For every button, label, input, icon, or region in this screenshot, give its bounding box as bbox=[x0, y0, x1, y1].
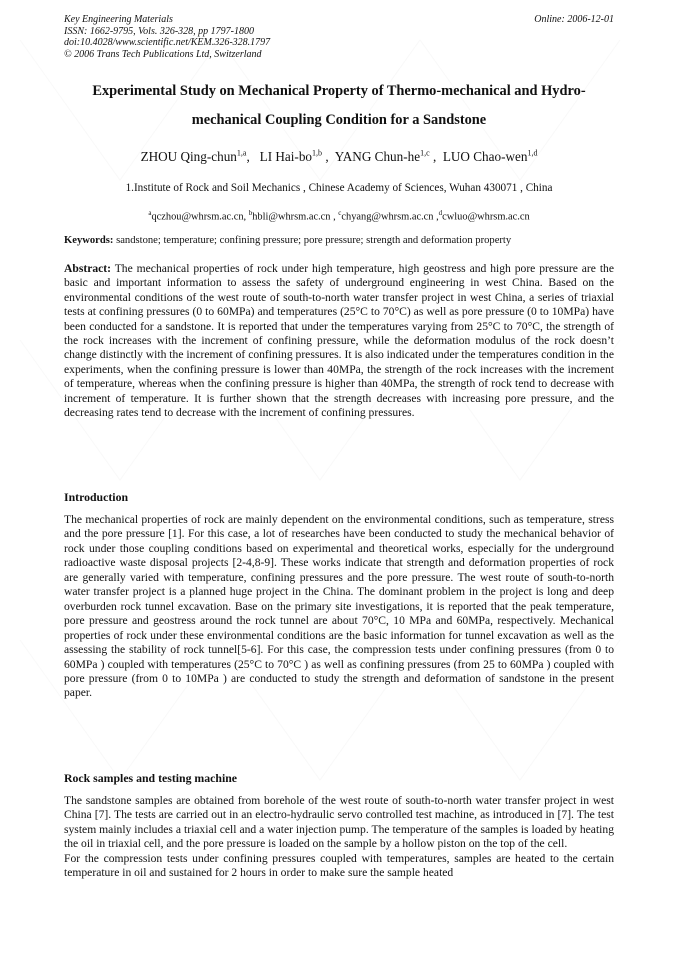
paper-title bbox=[60, 77, 618, 135]
abstract bbox=[64, 262, 614, 420]
journal-copyright: © 2006 Trans Tech Publications Ltd, Switzerland bbox=[64, 48, 262, 60]
section-heading-introduction: Introduction bbox=[64, 490, 129, 504]
email-list: $^a$qczhou@whrsm.ac.cn, $^b$hbli@whrsm.ac.cn , $^c$chyang@whrsm.ac.cn ,$^d$cwluo@whrsm.ac.cn bbox=[148, 209, 530, 223]
title-line-1: Experimental Study on Mechanical Property of Thermo-mechanical and Hydro- bbox=[92, 83, 586, 99]
keywords bbox=[64, 234, 614, 248]
affiliation: 1.Institute of Rock and Soil Mechanics , Chinese Academy of Sciences, Wuhan 430071 , China bbox=[125, 182, 553, 194]
online-date: Online: 2006-12-01 bbox=[534, 14, 614, 25]
journal-name: Key Engineering Materials bbox=[64, 14, 173, 25]
email-address[interactable]: hbli@whrsm.ac.cn , bbox=[252, 211, 339, 223]
section-heading-samples: Rock samples and testing machine bbox=[64, 771, 238, 785]
email-address[interactable]: chyang@whrsm.ac.cn , bbox=[341, 211, 439, 223]
journal-issn: ISSN: 1662-9795, Vols. 326-328, pp 1797-1800 bbox=[64, 25, 254, 37]
paragraph: For the compression tests under confining pressures coupled with temperatures, samples are heated to the certain temperature in oil and sustained for 2 hours in order to make sure the sample heated bbox=[64, 851, 614, 880]
introduction-body bbox=[64, 513, 614, 701]
abstract-label: Abstract: bbox=[64, 262, 112, 275]
keywords-label: Keywords: bbox=[64, 235, 114, 246]
journal-doi[interactable]: doi:10.4028/www.scientific.net/KEM.326-328.1797 bbox=[64, 37, 271, 48]
keywords-text: sandstone; temperature; confining pressure; pore pressure; strength and deformation property bbox=[113, 235, 512, 246]
paragraph: The mechanical properties of rock are mainly dependent on the environmental conditions, such as temperature, stress and the pore pressure [1]. For this case, a lot of researches have been conducted to study the mechanical behavior of rock under those coupling conditions based on experimental and theoretical works, especially for the underground radioactive waste disposal projects [2-4,8-9]. These works indicate that strength and deformation properties of rock are generally varied with temperature, confining pressures and the pore pressure. The west route of south-to-north water transfer project is a planned huge project in the China. The dominant problem in the project is long and deep overburden rock tunnel excavation. Base on the primary site investigations, it is reported that the peak temperature, pore pressure and geostress around the rock tunnel are about 70°C, 10 MPa and 60MPa, respectively. Mechanical properties of rock under these environmental conditions are the basic information for tunnel excavation as well as the assessing the stability of rock tunnel[5-6]. For this case, the compression tests under confining pressures (from 0 to 60MPa ) coupled with temperatures (25°C to 70°C ) as well as confining pressures (from 25 to 60MPa ) coupled with pore pressure (from 0 to 10MPa ) are conducted to study the strength and deformation of sandstone in the present paper. bbox=[64, 513, 614, 700]
author-list bbox=[60, 146, 618, 165]
abstract-text: The mechanical properties of rock under high temperature, high geostress and high pore pressure are the basic and important information to assess the safety of underground engineering in west China. Based on the environmental conditions of the west route of south-to-north water transfer project in west China, a series of triaxial tests at confining pressures (0 to 60MPa) and temperatures (25°C to 70°C) as well as pore pressure (0 to 10MPa) have been conducted for a sandstone. It is reported that under the temperatures varying from 25°C to 70°C, the strength of the rock increases with the increment of confining pressure, while the deformation modulus of the rock doesn’t change distinctly with the increment of confining pressures. It is also indicated under the temperatures condition in the experiments, when the confining pressure is lower than 40MPa, the strength of the rock increases with the increment of temperature, whereas when the confining pressure is higher than 40MPa, the strength of rock tend to decrease with increment of temperature. It is further shown that the strength decreases with increasing pore pressure, and the decreasing rates tend to decrease with the increment of confining pressures. bbox=[64, 262, 614, 420]
title-line-2: mechanical Coupling Condition for a Sandstone bbox=[191, 112, 487, 128]
author-4: LUO Chao-wen$^{1,d}$ bbox=[442, 149, 538, 165]
samples-body bbox=[64, 794, 614, 881]
author-1: ZHOU Qing-chun$^{1,a}$, bbox=[140, 149, 260, 165]
author-3: YANG Chun-he$^{1,c}$ , bbox=[334, 149, 443, 165]
email-address[interactable]: qczhou@whrsm.ac.cn, bbox=[151, 211, 249, 223]
email-address[interactable]: cwluo@whrsm.ac.cn bbox=[442, 211, 530, 223]
journal-header bbox=[64, 14, 614, 60]
paragraph: The sandstone samples are obtained from borehole of the west route of south-to-north water transfer project in west China [7]. The tests are carried out in an electro-hydraulic servo controlled test machine, as introduced in [7]. The test system mainly includes a triaxial cell and a water injection pump. The temperature of the samples is loaded by heating the oil in triaxial cell, and the pore pressure is loaded on the sample by a hollow piston on the top of the cell. bbox=[64, 794, 614, 851]
author-2: LI Hai-bo$^{1,b}$ , bbox=[259, 149, 335, 165]
